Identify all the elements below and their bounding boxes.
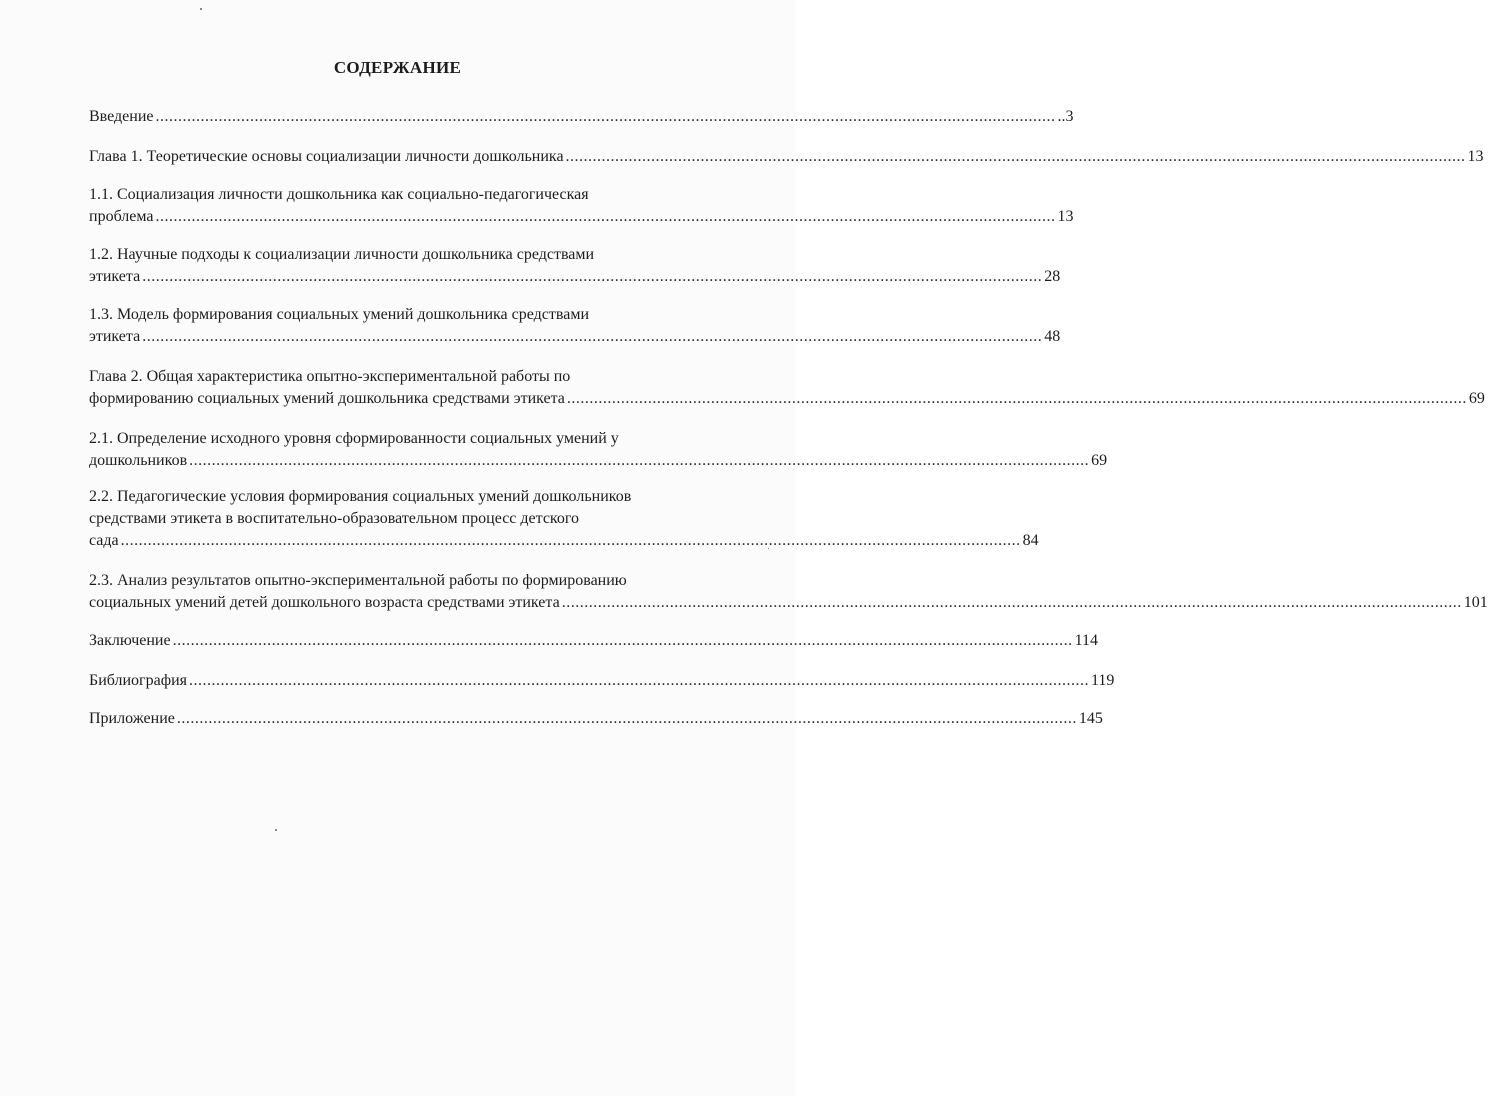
toc-entry-2-2[interactable]	[89, 486, 1039, 552]
leader-dots: ........................................................................................................................................................................................................	[189, 672, 1089, 689]
toc-entry-heading: 1.3. Модель формирования социальных умений дошкольника средствами	[89, 306, 590, 323]
toc-title: СОДЕРЖАНИЕ	[333, 58, 462, 77]
toc-entry-bibliography[interactable]	[89, 670, 1115, 692]
leader-dots: ........................................................................................................................................................................................................	[142, 328, 1043, 345]
leader-dots: ........................................................................................................................................................................................................	[155, 208, 1056, 225]
toc-entry-1-2[interactable]	[89, 244, 1061, 288]
toc-page-number: 145	[1078, 710, 1103, 727]
leader-dots: ........................................................................................................................................................................................................	[172, 632, 1073, 649]
toc-entry-label: сада	[89, 532, 119, 549]
toc-entry-1-3[interactable]	[89, 304, 1061, 348]
toc-entry-2-1[interactable]	[89, 428, 1108, 472]
toc-page-number: 48	[1044, 328, 1061, 345]
toc-page-number: 101	[1463, 594, 1488, 611]
toc-entry-label: социальных умений детей дошкольного возраста средствами этикета	[89, 594, 560, 611]
toc-entry-label: Заключение	[89, 632, 171, 649]
leader-dots: ........................................................................................................................................................................................................	[189, 452, 1090, 469]
toc-entry-heading: 2.1. Определение исходного уровня сформированности социальных умений у	[89, 430, 619, 447]
toc-entry-label: формированию социальных умений дошкольника средствами этикета	[89, 390, 565, 407]
toc-entry-chapter-1[interactable]	[89, 146, 1484, 168]
leader-dots: ........................................................................................................................................................................................................	[120, 532, 1021, 549]
toc-entry-label: этикета	[89, 268, 141, 285]
scan-speck	[200, 8, 202, 10]
leader-dots: ........................................................................................................................................................................................................	[142, 268, 1043, 285]
toc-page-number: 69	[1091, 452, 1108, 469]
toc-entry-heading: Глава 2. Общая характеристика опытно-экспериментальной работы по	[89, 368, 571, 385]
toc-entry-heading: 2.3. Анализ результатов опытно-экспериментальной работы по формированию	[89, 572, 627, 589]
toc-entry-appendix[interactable]	[89, 708, 1103, 730]
leader-dots: ........................................................................................................................................................................................................	[176, 710, 1077, 727]
toc-entry-label: Приложение	[89, 710, 175, 727]
toc-entry-label: Глава 1. Теоретические основы социализации личности дошкольника	[89, 148, 564, 165]
leader-dots: ........................................................................................................................................................................................................	[561, 594, 1462, 611]
toc-entry-intro[interactable]	[89, 106, 1074, 128]
toc-page-number: 114	[1074, 632, 1098, 649]
toc-entry-heading: 2.2. Педагогические условия формирования социальных умений дошкольников средствами этикета в воспитательно-образовательном процесс детского	[89, 488, 632, 527]
leader-dots: ........................................................................................................................................................................................................	[566, 390, 1467, 407]
toc-page-number: 13	[1467, 148, 1484, 165]
toc-entry-heading: 1.2. Научные подходы к социализации личности дошкольника средствами	[89, 246, 595, 263]
toc-page-number: ..3	[1057, 108, 1074, 125]
scan-speck	[275, 829, 277, 831]
toc-entry-1-1[interactable]	[89, 184, 1074, 228]
toc-entry-label: проблема	[89, 208, 154, 225]
toc-entry-2-3[interactable]	[89, 570, 1488, 614]
toc-page-number: 69	[1468, 390, 1485, 407]
toc-entry-conclusion[interactable]	[89, 630, 1098, 652]
leader-dots: ........................................................................................................................................................................................................	[565, 148, 1466, 165]
toc-entry-label: Введение	[89, 108, 154, 125]
toc-page-number: 84	[1022, 532, 1039, 549]
toc-page-number: 28	[1044, 268, 1061, 285]
toc-page-number: 13	[1057, 208, 1074, 225]
toc-entry-label: дошкольников	[89, 452, 188, 469]
toc-entry-label: Библиография	[89, 672, 187, 689]
toc-page-number: 119	[1091, 672, 1115, 689]
toc-entry-heading: 1.1. Социализация личности дошкольника как социально-педагогическая	[89, 186, 589, 203]
toc-entry-chapter-2[interactable]	[89, 366, 1485, 410]
toc-entry-label: этикета	[89, 328, 141, 345]
leader-dots: ........................................................................................................................................................................................................	[155, 108, 1056, 125]
